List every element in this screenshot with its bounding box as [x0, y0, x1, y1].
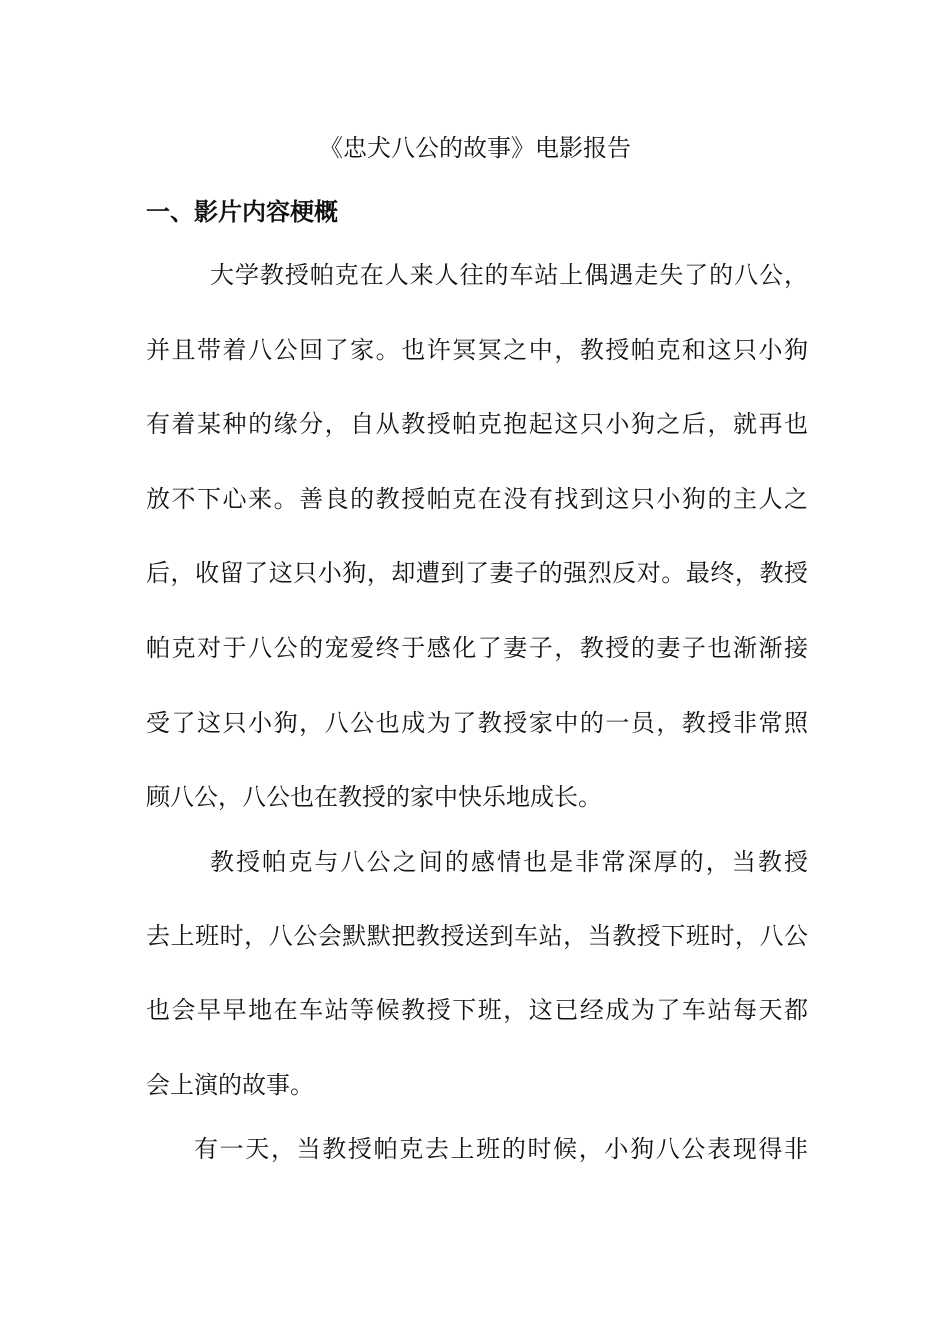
text-line: 放不下心来。善良的教授帕克在没有找到这只小狗的主人之: [146, 485, 808, 513]
document-title: 《忠犬八公的故事》电影报告: [319, 134, 631, 162]
text-line: 有一天，当教授帕克去上班的时候，小狗八公表现得非: [194, 1135, 808, 1163]
text-line: 教授帕克与八公之间的感情也是非常深厚的，当教授: [210, 848, 808, 876]
text-line: 并且带着八公回了家。也许冥冥之中，教授帕克和这只小狗: [146, 336, 808, 364]
text-line: 也会早早地在车站等候教授下班，这已经成为了车站每天都: [146, 996, 808, 1024]
text-line: 去上班时，八公会默默把教授送到车站，当教授下班时，八公: [146, 922, 808, 950]
text-line: 受了这只小狗，八公也成为了教授家中的一员，教授非常照: [146, 709, 808, 737]
text-line: 有着某种的缘分，自从教授帕克抱起这只小狗之后，就再也: [146, 410, 808, 438]
text-line: 会上演的故事。: [146, 1071, 314, 1099]
text-line: 后，收留了这只小狗，却遭到了妻子的强烈反对。最终，教授: [146, 559, 808, 587]
section-heading: 一、影片内容梗概: [146, 198, 338, 226]
text-line: 大学教授帕克在人来人往的车站上偶遇走失了的八公，: [210, 261, 808, 289]
text-line: 顾八公，八公也在教授的家中快乐地成长。: [146, 783, 602, 811]
text-line: 帕克对于八公的宠爱终于感化了妻子，教授的妻子也渐渐接: [146, 634, 808, 662]
